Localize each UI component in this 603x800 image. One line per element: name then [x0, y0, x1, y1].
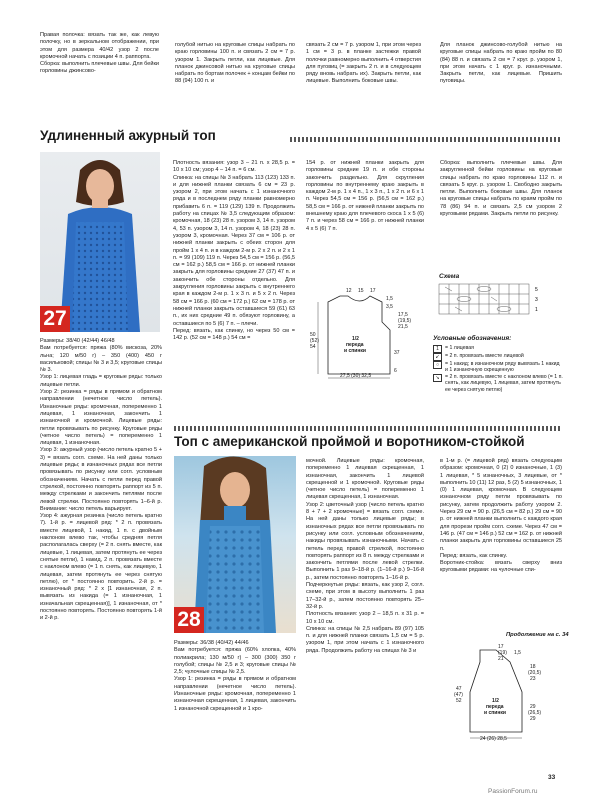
dim-label: 17,5	[398, 312, 408, 318]
dim-label: 1,5	[386, 296, 393, 302]
dim-label: 18	[530, 664, 536, 670]
section27-col-4: Сборка: выполнить плечевые швы. Для закругленной бейки горловины на круговые спицы набрать по краю горловины 112 п. и связать 5 круг. р. узором 1. Свободно закрыть петли. Выполнить боковые швы. Для планок на круговые спицы набрать по краям пройм по 78 (86) 94 п. и связать 2,5 см узором 2 круговыми рядами. Закрыть петли по рисунку.	[440, 160, 562, 218]
dim-label: 3,5	[386, 304, 393, 310]
dim-label: 37	[394, 350, 400, 356]
section28-col-2: мочной. Лицевые ряды: кромочная, попеременно 1 лицевая скрещенная, 1 изнаночная, закончить 1 лицевой скрещенной и 1 кромочной. Круговые ряды (четное число петель) = попеременно 1 лицевая скрещенная, 1 изнаночная. Узор 2: цветочный узор (число петель кратно 8 + 7 + 2 кромочные) = вязать согл. схеме. На ней даны только лицевые ряды; в изнаночных рядах все петли провязывать по рисунку или согл. условным обозначениям, накиды провязывать изнаночными. Начать с петель перед правой стрелкой, постоянно повторять раппорт из 8 п. между стрелками и закончить петлями после левой стрелки. Выполнить 1 раз 9–18-й р. (1–16-й р.) 9–16-й р., затем постоянно повторять 1–16-й р. Подчеркнутые ряды: вязать, как узор 2, согл. схеме, при этом в высоту выполнить 1 раз 17–32-й р., затем постоянно повторять 25–32-й р. Плотность вязания: узор 2 – 18,5 п. x 31 р. = 10 x 10 см. Спинка: на спицы № 2,5 набрать 89 (97) 105 п. и для нижней планки связать 1,5 см = 5 р. узором 1, при этом начать с 1 изнаночного ряда. Продолжить работу на спицах № 3 и	[306, 458, 424, 654]
continued-note: Продолжение на с. 34	[506, 632, 569, 638]
section28-col-1: Размеры: 36/38 (40/42) 44/46 Вам потребуется: пряжа (60% хлопка, 40% полиакрила; 130 м/50 г) – 300 (300) 350 г голубой; спицы № 2,5 и 3; круговые спицы № 2,5; чулочные спицы № 2,5. Узор 1: резинка = ряды в прямом и обратном направлении (нечетное число петель). Изнаночные ряды: кромочная, попеременно 1 изнаночная скрещенная, 1 лицевая, закончить 1 изнаночной скрещенной и 1 кро-	[174, 640, 296, 712]
dim-label: 47	[456, 686, 462, 692]
section-divider	[290, 137, 562, 142]
svg-text:3: 3	[535, 297, 538, 303]
model-illustration	[40, 152, 160, 332]
garment-schematic-28	[440, 642, 562, 744]
model-photo-28	[174, 456, 296, 633]
legend-item	[433, 374, 563, 394]
dim-label: 23	[530, 676, 536, 682]
dim-label: 1,5	[514, 650, 521, 656]
dim-label: 21	[498, 656, 504, 662]
dim-label: 17	[498, 644, 504, 650]
dim-label: 50	[310, 332, 316, 338]
section-divider	[174, 426, 562, 431]
legend-item	[433, 361, 563, 374]
dim-label: 17	[370, 288, 376, 294]
dim-label: (20,5)	[528, 670, 542, 676]
watermark: PassionForum.ru	[488, 788, 538, 795]
dim-label: 12	[346, 288, 352, 294]
model-photo-27	[40, 152, 160, 332]
dim-label: 27,5 (30) 32,5	[340, 373, 372, 379]
top-text-col-3: связать 2 см = 7 р. узором 1, при этом через 1 см = 3 р. в планке застежки правой полочки равномерно выполнить 4 отверстия для пуговиц (= закрыть 2 п. и в следующем ряду вновь набрать их). Закрыть петли, как лицевые. Выполнить боковые швы.	[306, 42, 421, 85]
schematic-half-label: 1/2	[492, 698, 499, 704]
dim-label: (52)	[310, 338, 319, 344]
schematic-outline	[310, 282, 420, 382]
dim-label: 21,5	[398, 324, 408, 330]
legend-symbol: 1	[433, 345, 442, 353]
section-title-28: Топ с американской проймой и воротником-стойкой	[174, 434, 525, 449]
legend-text: = 2 п. провязать вместе с наклоном влево (= 1 п. снять, как лицевую, 1 лицевая, затем протянуть ее через снятую петлю)	[445, 373, 563, 393]
section-title-27: Удлиненный ажурный топ	[40, 128, 216, 143]
legend-27	[433, 336, 563, 406]
dim-label: (19)	[498, 650, 507, 656]
model-number-badge-27: 27	[40, 306, 70, 332]
section27-col-3: 154 р. от нижней планки закрыть для горловины средние 19 п. и обе стороны закончить раздельно. Для скругления горловины по внутреннему краю закрыть в каждом 2-м р. 1 x 4 п., 1 x 3 п., 1 x 2 п. и 6 x 1 п. Через 54,5 см = 156 р. (56,5 см = 162 р.) 58,5 см = 166 р. от нижней планки закрыть по внешнему краю для плечевого скоса 1 x 5 (6) 7 п. и через 58 см = 166 р. от нижней планки 4 x 5 (6) 7 п.	[306, 160, 424, 232]
page-number: 33	[548, 774, 556, 781]
schematic-half-label: 1/2	[352, 336, 359, 342]
dim-label: (26,5)	[528, 710, 542, 716]
schematic-piece-label: переда	[486, 704, 504, 710]
legend-item	[433, 345, 563, 353]
legend-text: = 1 лицевая	[445, 344, 474, 351]
chart-title: Схема	[439, 273, 460, 280]
schematic-piece-label: переда	[346, 342, 364, 348]
dim-label: 24 (26) 28,5	[480, 736, 507, 742]
legend-symbol: ↘	[433, 374, 442, 382]
section28-col-3: в 1-м р. (= лицевой ряд) вязать следующим образом: кромочная, 0 (2) 0 изнаночные, 1 (3) 1 лицевая, * 5 изнаночных, 3 лицевые, от * выполнить 10 (11) 12 раз, 5 (2) 5 изнаночных, 1 (0) 1 лицевая, кромочная. В следующем изнаночном ряду петли провязывать по рисунку, затем продолжить работу узором 2. Через 29 см = 90 р. (26,5 см = 82 р.) 29 см = 90 р. от нижней планки выполнить с каждого края для прорези пройм согл. схеме. Через 47 см = 146 р. (47 см = 146 р.) 52 см = 162 р. от нижней планки закрыть для горловины оставшиеся 25 п. Перед: вязать, как спинку. Воротник-стойка: вязать сверху вниз круговыми рядами: на чулочные спи-	[440, 458, 562, 574]
legend-text: = 1 накид; в изнаночном ряду вывязать 1 накид и 1 изнаночную скрещенную	[445, 360, 560, 374]
dim-label: (47)	[454, 692, 463, 698]
legend-item	[433, 353, 563, 361]
top-text-col-2: голубой нитью на круговые спицы набрать по краю горловины 100 п. и связать 2 см = 7 р. узором 1. Закрыть петли, как лицевые. Для планок джинсовой нитью на круговые спицы набрать по бортам полочек + концам бейки по 88 (94) 100 п. и	[175, 42, 295, 85]
stitch-chart-27	[435, 274, 565, 322]
section27-col-1: Размеры: 38/40 (42/44) 46/48 Вам потребуется: пряжа (80% вискоза, 20% льна; 120 м/50 г) – 350 (400) 450 г васильковой; спицы № 3 и 3,5; круговые спицы № 3. Узор 1: лицевая гладь = круговые ряды: только лицевые петли. Узор 2: резинка = ряды в прямом и обратном направлении (нечетное число петель). Изнаночные ряды: кромочная, попеременно 1 лицевая, 1 изнаночная, закончить 1 изнаночной и кромочной. Лицевые ряды: петли провязывать по рисунку. Круговые ряды (четное число петель) = попеременно 1 лицевая, 1 изнаночная. Узор 3: ажурный узор (число петель кратно 5 + 3) = вязать согл. схеме. На ней даны только лицевые ряды; в изнаночных рядах все петли провязывать по рисунку или согл. условным обозначениям. Начать с петли перед правой стрелкой, постоянно повторять раппорт из 5 п. между стрелками и закончить петлями после левой стрелки. Постоянно повторять 1–6-й р. Внимание: число петель варьирует. Узор 4: ажурная резинка (число петель кратно 7). 1-й р. = лицевой ряд: * 2 п. провязать вместе лицевой, 1 накид, 1 п. с двойным наклоном влево так, чтобы средняя петля располагалась сверху (= 2 п. снять вместе, как лицевые, 1 лицевая, затем протянуть ее через снятые петли), 1 накид, 2 п. провязать вместе с наклоном влево (= 1 п. снять, как лицевую, 1 лицевая, затем протянуть ее через снятую петлю), от * постоянно повторить. 2-й р. = изнаночный ряд: * 2 х [1 изнаночная, 2 п. вывязать из накида (= 1 изнаночная, 1 изначальная скрещенная)], 1 изнаночная, от * постоянно повторять. Постоянно повторять 1-й и 2-й р.	[40, 338, 162, 622]
schematic-piece-label: и спинки	[344, 348, 366, 354]
model-number-badge-28: 28	[174, 607, 204, 633]
dim-label: 6	[394, 368, 397, 374]
svg-text:5: 5	[535, 287, 538, 293]
top-text-col-1: Правая полочка: вязать так же, как левую полочку, но в зеркальном отображении, при этом для размера 40/42 узор 2 после кромочной начать с позиции 4 п. раппорта. Сборка: выполнить плечевые швы. Для бейки горловины джинсово-	[40, 32, 159, 75]
legend-text: = 2 п. провязать вместе лицевой	[445, 352, 524, 359]
legend-title: Условные обозначения:	[433, 335, 512, 342]
garment-schematic-27	[310, 282, 420, 382]
legend-symbol: ○	[433, 361, 442, 369]
dim-label: (19,5)	[398, 318, 412, 324]
dim-label: 29	[530, 704, 536, 710]
chart-grid	[435, 282, 565, 322]
dim-label: 29	[530, 716, 536, 722]
dim-label: 52	[456, 698, 462, 704]
top-text-col-4: Для планок джинсово-голубой нитью на круговые спицы набрать по краю пройм по 80 (84) 88 п. и связать 2 см = 7 круг. р. узором 1, при этом начать с 1 круг. р. изнаночными. Закрыть петли, как лицевые. Пришить пуговицы.	[440, 42, 562, 85]
schematic-piece-label: и спинки	[484, 710, 506, 716]
section27-col-2: Плотность вязания: узор 3 – 21 п. x 28,5 р. = 10 x 10 см; узор 4 – 14 п. = 6 см. Спинка: на спицы № 3 набрать 113 (123) 133 п. и для нижней планки связать 6 см = 23 р. узором 2, при этом начать с 1 изнаночного ряда и в последнем ряду планки равномерно прибавить 6 п. = 119 (129) 139 п. Продолжить работу на спицах № 3,5 следующим образом: кромочная, 18 (23) 28 п. узором 3, 14 п. узором 4, 53 п. узором 3, 14 п. узором 4, 18 (23) 28 п. узором 3, кромочная. Через 37 см = 106 р. от нижней планки закрыть с обеих сторон для пройм 1 x 4 п. и в каждом 2-м р. 2 x 2 п. и 2 x 1 п. = 99 (109) 119 п. Через 54,5 см = 156 р. (56,5 см = 162 р.) 58,5 см = 166 р. от нижней планки закрыть для горловины средние 27 (37) 47 п. и закончить обе стороны отдельно. Для закругления горловины закрыть с внутреннего края в каждом 2-м р. 1 x 3 п. и 5 x 2 п. Через 58 см = 166 р. (60 см = 172 р.) 62 см = 178 р. от нижней планки закрыть оставшиеся 59 (61) 63 п., их них средние 49 п. обязуют горловину, а оставшиеся по 5 (6) 7 п. – плечи. Перед: вязать, как спинку, но через 50 см = 142 р. (52 см = 148 р.) 54 см =	[173, 160, 295, 342]
dim-label: 15	[358, 288, 364, 294]
legend-symbol: ↙	[433, 353, 442, 361]
dim-label: 54	[310, 344, 316, 350]
svg-text:1: 1	[535, 307, 538, 313]
